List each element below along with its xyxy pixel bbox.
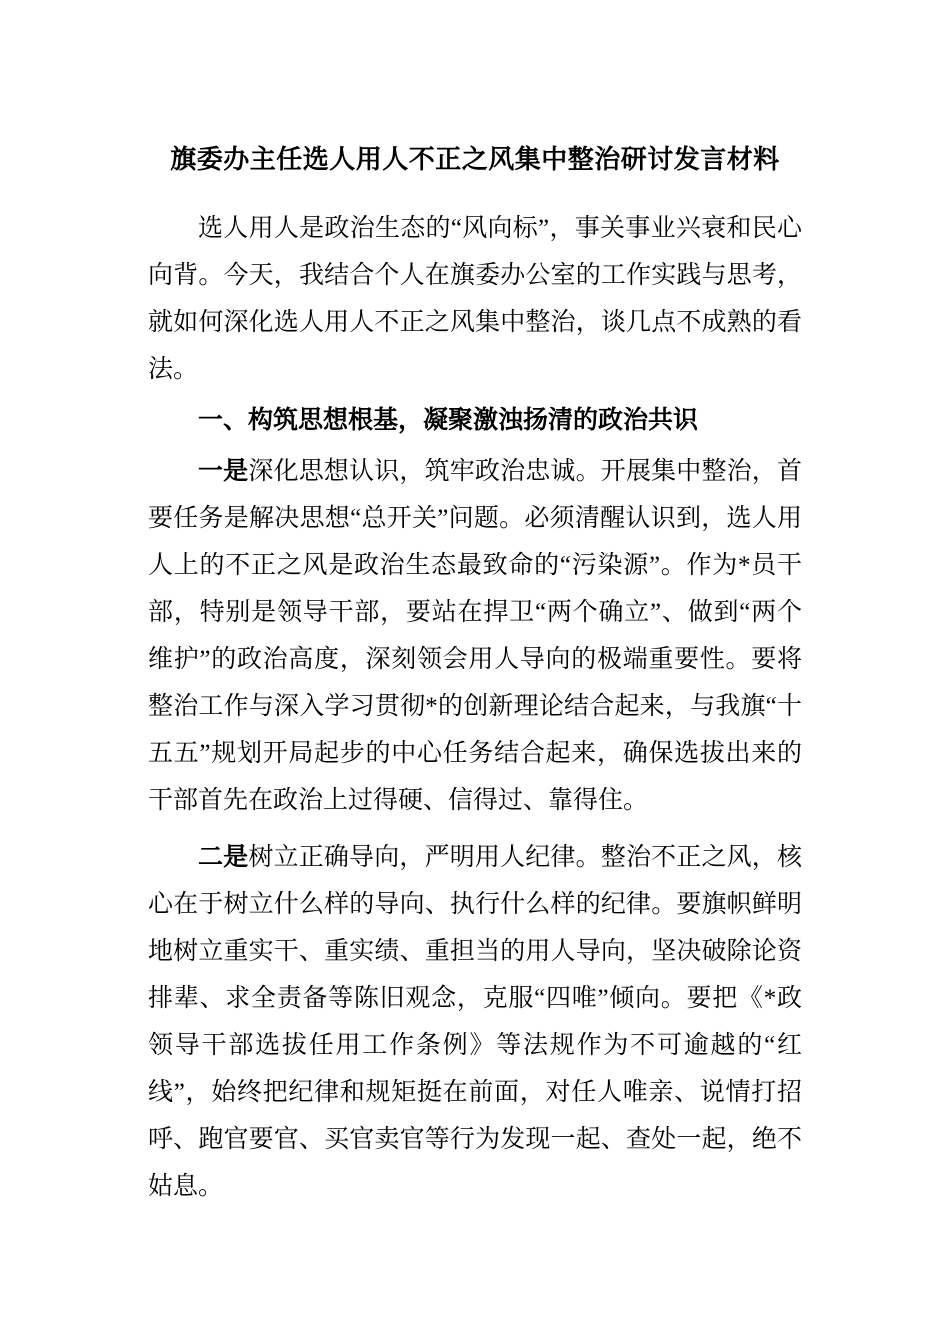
paragraph-text-two: 树立正确导向，严明用人纪律。整治不正之风，核心在于树立什么样的导向、执行什么样的纪律。要旗帜鲜明地树立重实干、重实绩、重担当的用人导向，坚决破除论资排辈、求全责备等陈旧观念，克服“四唯”倾向。要把《*政领导干部选拔任用工作条例》等法规作为不可逾越的“红线”，始终把纪律和规矩挺在前面，对任人唯亲、说情打招呼、跑官要官、买官卖官等行为发现一起、查处一起，绝不姑息。 — [148, 844, 802, 1200]
section-heading-one: 一、构筑思想根基，凝聚激浊扬清的政治共识 — [198, 407, 699, 434]
body-paragraph-one — [148, 448, 802, 824]
paragraph-lead-two: 二是 — [198, 844, 249, 871]
page-title: 旗委办主任选人用人不正之风集中整治研讨发言材料 — [170, 145, 780, 174]
body-paragraph-two — [148, 834, 802, 1210]
intro-paragraph: 选人用人是政治生态的“风向标”，事关事业兴衰和民心向背。今天，我结合个人在旗委办公室的工作实践与思考，就如何深化选人用人不正之风集中整治，谈几点不成熟的看法。 — [148, 215, 802, 383]
paragraph-lead-one: 一是 — [198, 458, 249, 485]
paragraph-text-one: 深化思想认识，筑牢政治忠诚。开展集中整治，首要任务是解决思想“总开关”问题。必须清醒认识到，选人用人上的不正之风是政治生态最致命的“污染源”。作为*员干部，特别是领导干部，要站在捍卫“两个确立”、做到“两个维护”的政治高度，深刻领会用人导向的极端重要性。要将整治工作与深入学习贯彻*的创新理论结合起来，与我旗“十五五”规划开局起步的中心任务结合起来，确保选拔出来的干部首先在政治上过得硬、信得过、靠得住。 — [148, 458, 802, 814]
